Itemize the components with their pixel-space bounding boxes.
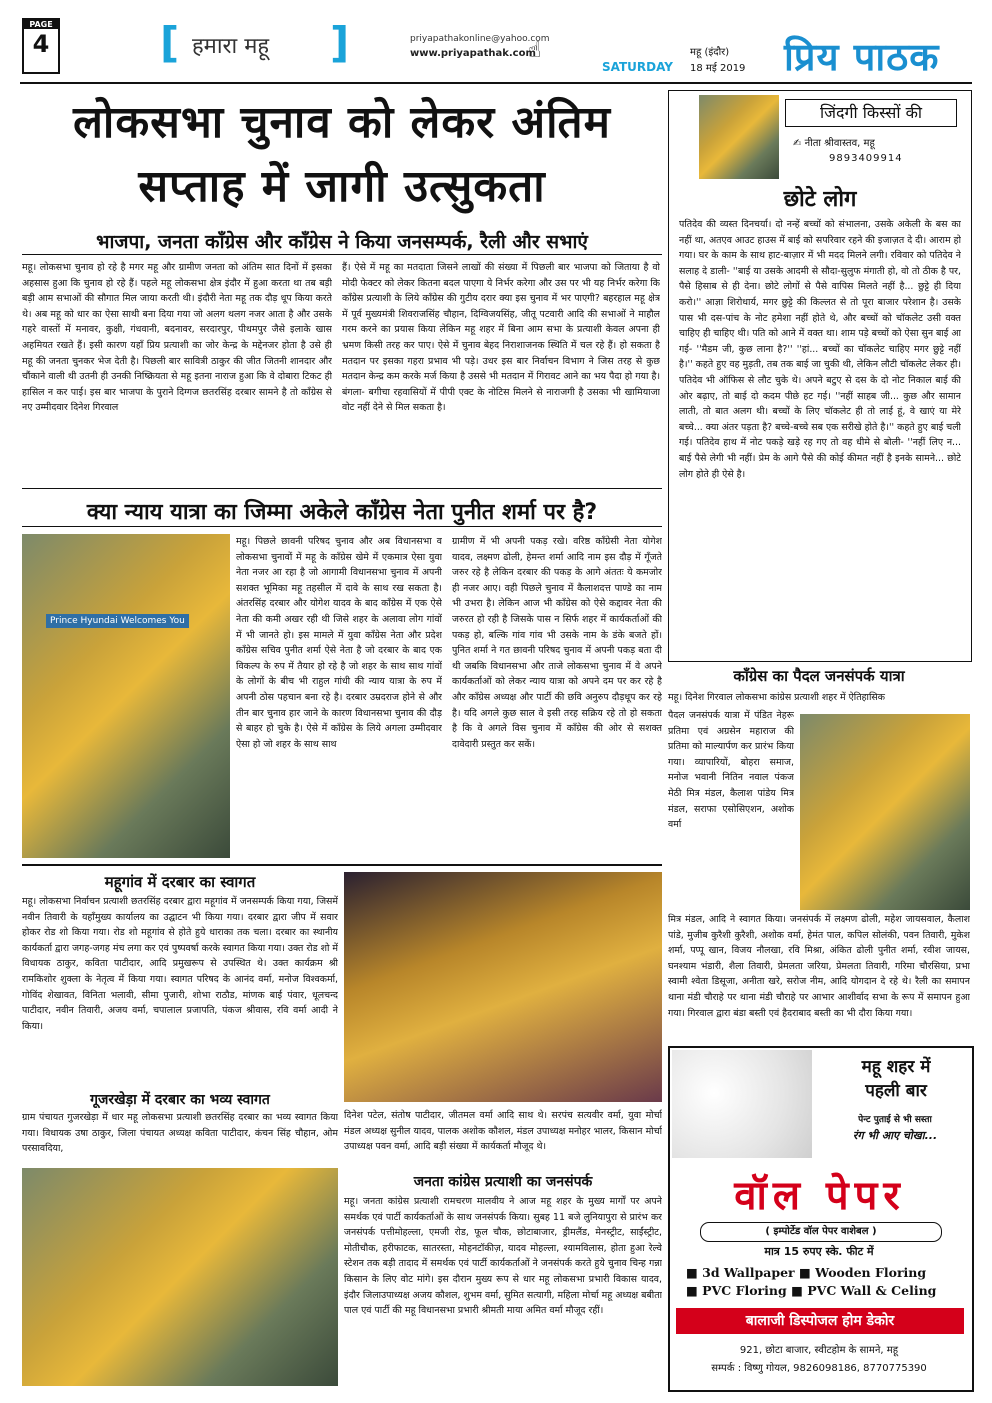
column-title: जिंदगी किस्सों की [785,99,957,127]
story5-headline: गूजरखेड़ा में दरबार का भव्य स्वागत [90,1092,270,1108]
masthead-website[interactable]: www.priyapathak.com [410,48,536,59]
story2-rule [22,526,662,527]
ad-feature-4: PVC Wall & Celing [807,1283,937,1298]
masthead-place: महू (इंदौर) [690,47,730,58]
rally-photo [344,872,662,1102]
ad-tagline-1: पेन्ट पुताई से भी सस्ता [858,1115,932,1125]
author-phone: 9893409914 [829,153,903,164]
story6-headline: जनता कांग्रेस प्रत्याशी का जनसंपर्क [413,1174,593,1190]
masthead-day: SATURDAY [602,60,673,74]
bracket-left-icon: [ [160,18,180,67]
bottom-section-rule [22,864,662,866]
story2-headline: क्या न्याय यात्रा का जिम्मा अकेले कॉंग्रेस नेता पुनीत शर्मा पर है? [86,500,598,525]
ad-feature-1: 3d Wallpaper [702,1265,795,1280]
lead-headline-line1: लोकसभा चुनाव को लेकर अंतिम [73,97,611,148]
ad-features-row-1 [686,1264,966,1282]
column-body: पतिदेव की व्यस्त दिनचर्या। दो नन्हें बच्चों को संभालना, उसके अकेली के बस का नहीं था, अतएव आउट हाउस में बाई को सपरिवार रहने की इजाज़त दे दी। आराम हो गया। घर के काम के साथ हाट-बाज़ार में भी मदद मिलने लगी। रविवार को पतिदेव ने सलाह दे डाली- ''बाई या उसके आदमी से सौदा-सुलुफ मंगाती हो, वो तो ठीक है पर, पैसे हिसाब से ही देना। छोटे लोगों से पैसे वापिस मिलते नहीं है... छुट्टे ही दिया करो।'' आज्ञा शिरोधार्य, मगर छुट्टे की किल्लत से तो पूरा बाजार परेशान है। उसके पास भी दस-पांच के नोट हमेशा नहीं होते थे, और बच्चों को चॉकलेट उसी वक्त चाहिए ही चाहिए थी। पति को आने में वक्त था। शाम पड़े बच्चों को ऐसा सुन बाई आ गई- ''मैडम जी, कुछ लाना है?'' ''हां... बच्चों का चॉकलेट चाहिए मगर छुट्टे नहीं है।'' कहते हुए वह मुड़ती, तब तक बाई जा चुकी थी, लेकिन लौटी चॉकलेट लेकर ही। पतिदेव भी ऑफिस से लौट चुके थे। अपने बटुए से दस के दो नोट निकाल बाई की ओर बढ़ाए, तो बाई दो कदम पीछे हट गई। ''नहीं साहब जी... कुछ और सामान लाती, तो बात अलग थी। बच्चों के लिए चॉकलेट ही तो लाई हूं, वे खाएं या मेरे बच्चे... क्या अंतर पड़ता है? बच्चे-बच्चे सब एक सरीखे होते है।'' कहते हुए बाई चली गई। पतिदेव हाथ में नोट पकड़े खड़े रह गए तो वह धीमे से बोली- ''नहीं लिए न... बाई पैसे लेगी भी नहीं। प्रेम के आगे पैसे की कोई कीमत नहीं है इनके सामने... छोटे लोग होते ही ऐसे है। [679,219,961,480]
ad-subtitle: ( इम्पोर्टेड वॉल पेपर वाशेबल ) [700,1222,942,1242]
column-author [793,135,875,149]
author-photo [699,95,779,179]
lead-column-1: महू। लोकसभा चुनाव हो रहे है मगर महू और ग्रामीण जनता को अंतिम सात दिनों में इसका अहसास हुआ कि चुनाव हो रहे हैं। पहले महू लोकसभा क्षेत्र इंदौर में हुआ करता था तब बड़ी बड़ी आम सभाओं की सौगात मिल जाया करती थी। इंदौरी नेता महू तक दौड़ धूप किया करते थे। अब महू को धार का ऐसा साथी बना दिया गया जो अलग थलग नजर आता है और उसके गहरे वास्तों में मनावर, कुक्षी, गंधवानी, बदनावर, सरदारपुर, पीथमपुर जैसे इलाके खास अहमियत रखते हैं। इसी कारण यहाँ प्रिय प्रत्याशी का जोर केन्द्र के मद्देनजर होता है उसे ही महू की जनता चुनकर भेज देती है। पिछली बार सावित्री ठाकुर की जीत जितनी शानदार और चौंकाने वाली थी उतनी ही उनकी निष्क्रियता से महू इतना नाराज हुआ कि वे दोबारा टिकट ही हासिल न कर पाई। इस बार भाजपा के पुराने दिग्गज छतरसिंह दरबार सामने है तो कॉंग्रेस से नए उम्मीदवार दिनेश गिरवाल [22,262,332,414]
page-number-badge [22,18,60,74]
lead-column-2: हैं। ऐसे में महू का मतदाता जिसने लाखों की संख्या में पिछली बार भाजपा को जिताया है वो मोदी फेक्टर को लेकर कितना बदल पाएगा ये निर्भर करेगा और उस पर भी यह निर्भर करेगा कि कॉंग्रेस प्रत्याशी के लिये कॉंग्रेस की गुटीय दरार क्या इस चुनाव में भर पाएगी? बहरहाल महू क्षेत्र में पूर्व मुख्यमंत्री शिवराजसिंह चौहान, दिग्विजयसिंह, जीतू पटवारी आदि की सभाओं ने माहौल गरम करने का प्रयास किया लेकिन महू शहर में बिना आम सभा के प्रत्याशी केवल अपना ही भ्रमण किसी तरह कर पाए। ऐसे में चुनाव बेहद निराशाजनक स्थिति में चल रहे हैं। हो सकता है मतदान पर इसका गहरा प्रभाव भी पड़े। उधर इस बार निर्वाचन विभाग ने जिस तरह से कुछ मतदान केन्द्र कम करके मर्ज किया है उससे भी मतदान में गिरावट आने का भय पैदा हो गया है। बंगला- बगीचा रहवासियों में पीपी एक्ट के नोटिस मिलने से नाराजगी है उसका भी खामियाजा वोट नहीं देने से मिल सकता है। [342,262,660,414]
story3-photo [800,714,970,910]
story3-body: मित्र मंडल, आदि ने स्वागत किया। जनसंपर्क में लक्ष्मण ढोली, महेश जायसवाल, कैलाश पांडे, मुजीब कुरैशी कुरैशी, अशोक वर्मा, हेमंत पाल, कपिल सोलंकी, पवन तिवारी, मुकेश शर्मा, पप्पू खान, विजय नौलखा, रवि मिश्रा, अंकित ढोली पुनीत शर्मा, रवीश जायस, घनश्याम भंडारी, शैला तिवारी, प्रेमलता जरिया, प्रेमलता तिवारी, गरिमा चौरसिया, प्रभा स्वामी श्वेता डिसूजा, अनीता खरे, सरोज नीम, आदि योगदान दे रहे थे। रैली का समापन थाना मंडी चौराहे पर थाना मंडी चौराहे पर आभार आशीर्वाद सभा के रूप में समापन हुआ गया। गिरवाल द्वारा बंडा बस्ती एवं हैदराबाद बस्ती का भी दौरा किया गया। [668,914,970,1019]
lead-bottom-rule [22,488,662,489]
bullet-icon: ■ [791,1283,803,1298]
ad-tagline-2: रंग भी आए चोखा... [852,1129,938,1142]
story2-photo [22,534,230,858]
ad-features [686,1264,966,1300]
story2-column-1: महू। पिछले छावनी परिषद चुनाव और अब विधानसभा व लोकसभा चुनावों में महू के कॉंग्रेस खेमे में एकमात्र ऐसा युवा नेता नजर आ रहा है जो आगामी विधानसभा चुनाव में अपनी सशक्त भूमिका महू तहसील में दावे के साथ रख सकता है। अंतरसिंह दरबार और योगेश यादव के बाद कॉंग्रेस में एक ऐसे नेता की कमी अखर रही थी जिसे शहर के अलावा लोग गांवों में भी जानते हो। इस मामले में युवा कॉंग्रेस नेता और प्रदेश कॉंग्रेस सचिव पुनीत शर्मा ऐसे नेता है जो दरबार के बाद एक विकल्प के रुप में तैयार हो रहे है जो शहर के साथ साथ गांवों के लोगों के बीच भी राहुल गांधी की न्याय यात्रा के रुप में अपनी ठोस पहचान बना रहे है। दरबार उम्रदराज होने से और तीन बार चुनाव हार जाने के कारण विधानसभा चुनाव की दौड़ से बाहर हो चुके है। ऐसे में कॉंग्रेस के लिये अगला उम्मीदवार ऐसा हो जो शहर के साथ साथ [236,536,442,750]
wallpaper-advertisement [668,1046,974,1392]
newspaper-logo: प्रिय पाठक [784,34,940,79]
ad-title: वॉल पेपर [734,1173,906,1219]
masthead-date: 18 मई 2019 [690,63,746,74]
story6-body: महू। जनता कांग्रेस प्रत्याशी रामचरण मालवीय ने आज महू शहर के मुख्य मार्गों पर अपने समर्थक एवं पार्टी कार्यकर्ताओं के साथ जनसंपर्क किया। सुबह 11 बजे लुनियापुरा से प्रारंभ कर जनसंपर्क पत्तीमोहल्ला, एमजी रोड, फूल चौक, छोटाबाजार, ड्रीमलैंड, मेनस्ट्रीट, साईंस्ट्रीट, मोतीचौक, हरीफाटक, सातरस्ता, मोहनटॉकीज़, यादव मोहल्ला, श्यामविलास, होता हुआ रेल्वे स्टेशन तक बड़ी तादाद में समर्थक एवं पार्टी कार्यकर्ताओं ने जनसंपर्क करते हुये चुनाव चिन्ह गन्ना किसान के लिए वोट मांगे। इस दौरान मुख्य रूप से धार महू लोकसभा प्रभारी विकास यादव, इंदौर जिलाउपाध्यक्ष अजय कौशल, शुभम वर्मा, सुमित सत्यागी, महिला मोर्चा महू अध्यक्ष बबीता पाल एवं पार्टी की महू विधानसभा प्रभारी श्रीमती माया अमित वर्मा मौजूद रहीं। [344,1196,662,1317]
section-title: हमारा महू [192,34,270,59]
photo-sign-text: Prince Hyundai Welcomes You [46,614,189,628]
ad-rate: मात्र 15 रुपए स्के. फीट में [764,1245,874,1258]
story3-headline: कॉंग्रेस का पैदल जनसंपर्क यात्रा [733,667,905,685]
ad-feature-3: PVC Floring [702,1283,787,1298]
lead-subhead: भाजपा, जनता कॉंग्रेस और कॉंग्रेस ने किया जनसम्पर्क, रैली और सभाएं [96,231,588,253]
masthead-divider [20,82,972,84]
page-number: 4 [32,30,50,58]
story4-body: महू। लोकसभा निर्वाचन प्रत्याशी छतरसिंह दरबार द्वारा महूगांव में जनसम्पर्क किया गया, जिसमें नवीन तिवारी के यहाँमुख्य कार्यालय का उद्घाटन भी किया गया। दरबार द्वारा जीप में सवार होकर रोड शो किया गया। रोड शो महूगांव से होते हुये धाराका तक चला। दरबार का स्थानीय कार्यकर्ता द्वारा जगह-जगह मंच लगा कर एवं पुष्पवर्षा करके स्वागत किया गया। उक्त रोड शो में विधायक ठाकुर, कविता पाटीदार, आदि प्रमुखरूप से उपस्थित थे। उक्त कार्यक्रम श्री रामकिशोर शुक्ला के नेतृत्व में किया गया। स्वागत परिषद के आनंद वर्मा, मनोज विश्वकर्मा, गोविंद शेखावत, विनिता भलावी, सीमा पुजारी, शोभा राठौड, मांणक बाई पंवार, धूलचन्द पाटीदार, नवीन तिवारी, अजय वर्मा, चपालाल प्रजापति, पंकज श्रीवास, रवि वर्मा आदी ने किया। [22,896,338,1032]
bracket-right-icon: ] [330,18,350,67]
rally-photo-caption: दिनेश पटेल, संतोष पाटीदार, जीतमल वर्मा आदि साथ थे। सरपंच सत्यवीर वर्मा, युवा मोर्चा मंडल अध्यक्ष सुनील यादव, पालक अशोक कौशल, मंडल उपाध्यक्ष मनोहर भालर, किसान मोर्चा उपाध्यक्ष पवन वर्मा, आदि बड़ी संख्या में कार्यकर्ता मौजूद थे। [344,1110,662,1153]
story3-intro: महू। दिनेश गिरवाल लोकसभा कांग्रेस प्रत्याशी शहर में ऐतिहासिक [668,692,885,703]
section-banner [160,18,350,68]
bullet-icon: ■ [686,1265,698,1280]
story5-photo [22,1168,338,1386]
ad-contact: सम्पर्क : विष्णु गोयल, 9826098186, 8770775390 [711,1363,927,1374]
ad-line2: पहली बार [865,1081,927,1101]
story3-left-column: पैदल जनसंपर्क यात्रा में पंडित नेहरू प्रतिमा एवं अग्रसेन महाराज की प्रतिमा को माल्यार्पण कर प्रारंभ किया गया। व्यापारियों, बोहरा समाज, मनोज भवानी नितिन नवाल पंकज मेठी मित्र मंडल, कैलाश पांडेय मित्र मंडल, सराफा एसोसिएशन, अशोक वर्मा [668,710,794,831]
story2-column-2: ग्रामीण में भी अपनी पकड़ रखे। वरिष्ठ कॉंग्रेसी नेता योगेश यादव, लक्ष्मण ढोली, हेमन्त शर्मा आदि नाम इस दौड़ में गूँजते जरुर रहे है लेकिन दरबार की पकड़ के आगे अंततः ये कमजोर ही नजर आए। वही पिछले चुनाव में कैलाशदत्त पाण्डे का नाम भी उभरा है। लेकिन आज भी कॉंग्रेस को ऐसे कद्दावर नेता की जरुरत हो रही है जिसके पास न सिर्फ शहर में कार्यकर्ताओं की पकड़ हो, बल्कि गांव गांव भी उसके नाम के डंके बजते हों। पुनित शर्मा ने गत छावनी परिषद चुनाव में अपनी पकड़ बता दी थी जबकि विधानसभा और ताजे लोकसभा चुनाव में वे अपने कार्यकर्ताओं को लेकर न्याय यात्रा को अपने दम पर कर रहे है और कॉंग्रेस अध्यक्ष और पार्टी की छवि अनुरुप दौड़धूप कर रहे है। यदि अगले कुछ साल वे इसी तरह सक्रिय रहे तो हो सकता है कि वे अगले विस चुनाव में कॉंग्रेस की ओर से सशक्त दावेदारी प्रस्तुत कर सकें। [452,536,662,750]
bullet-icon: ■ [686,1283,698,1298]
ad-feature-2: Wooden Floring [815,1265,927,1280]
ad-address: 921, छोटा बाजार, स्वीटहोम के सामने, महू [739,1345,899,1356]
lead-headline-line2: सप्ताह में जागी उत्सुकता [138,161,546,212]
page-label: PAGE [24,20,58,29]
ad-decor-image [672,1050,812,1158]
pen-icon: ✍ [793,138,805,149]
story5-body: ग्राम पंचायत गुजरखेड़ा में धार महू लोकसभा प्रत्याशी छतरसिंह दरबार का भव्य स्वागत किया गया। विधायक उषा ठाकुर, जिला पंचायत अध्यक्ष कविता पाटीदार, कंचन सिंह चौहान, ओम परसावदिया, [22,1112,338,1155]
column-story-title: छोटे लोग [783,187,857,212]
pointer-hand-icon: ☝ [528,38,542,63]
column-box [668,90,972,662]
author-name: नीता श्रीवास्तव, महू [804,138,875,149]
bullet-icon: ■ [799,1265,811,1280]
lead-rule [22,254,662,255]
ad-features-row-2 [686,1282,966,1300]
masthead-email: priyapathakonline@yahoo.com [410,34,550,44]
story4-headline: महूगांव में दरबार का स्वागत [104,873,256,891]
ad-shop-name: बालाजी डिस्पोजल होम डेकोर [676,1308,964,1334]
ad-line1: महू शहर में [861,1057,931,1077]
